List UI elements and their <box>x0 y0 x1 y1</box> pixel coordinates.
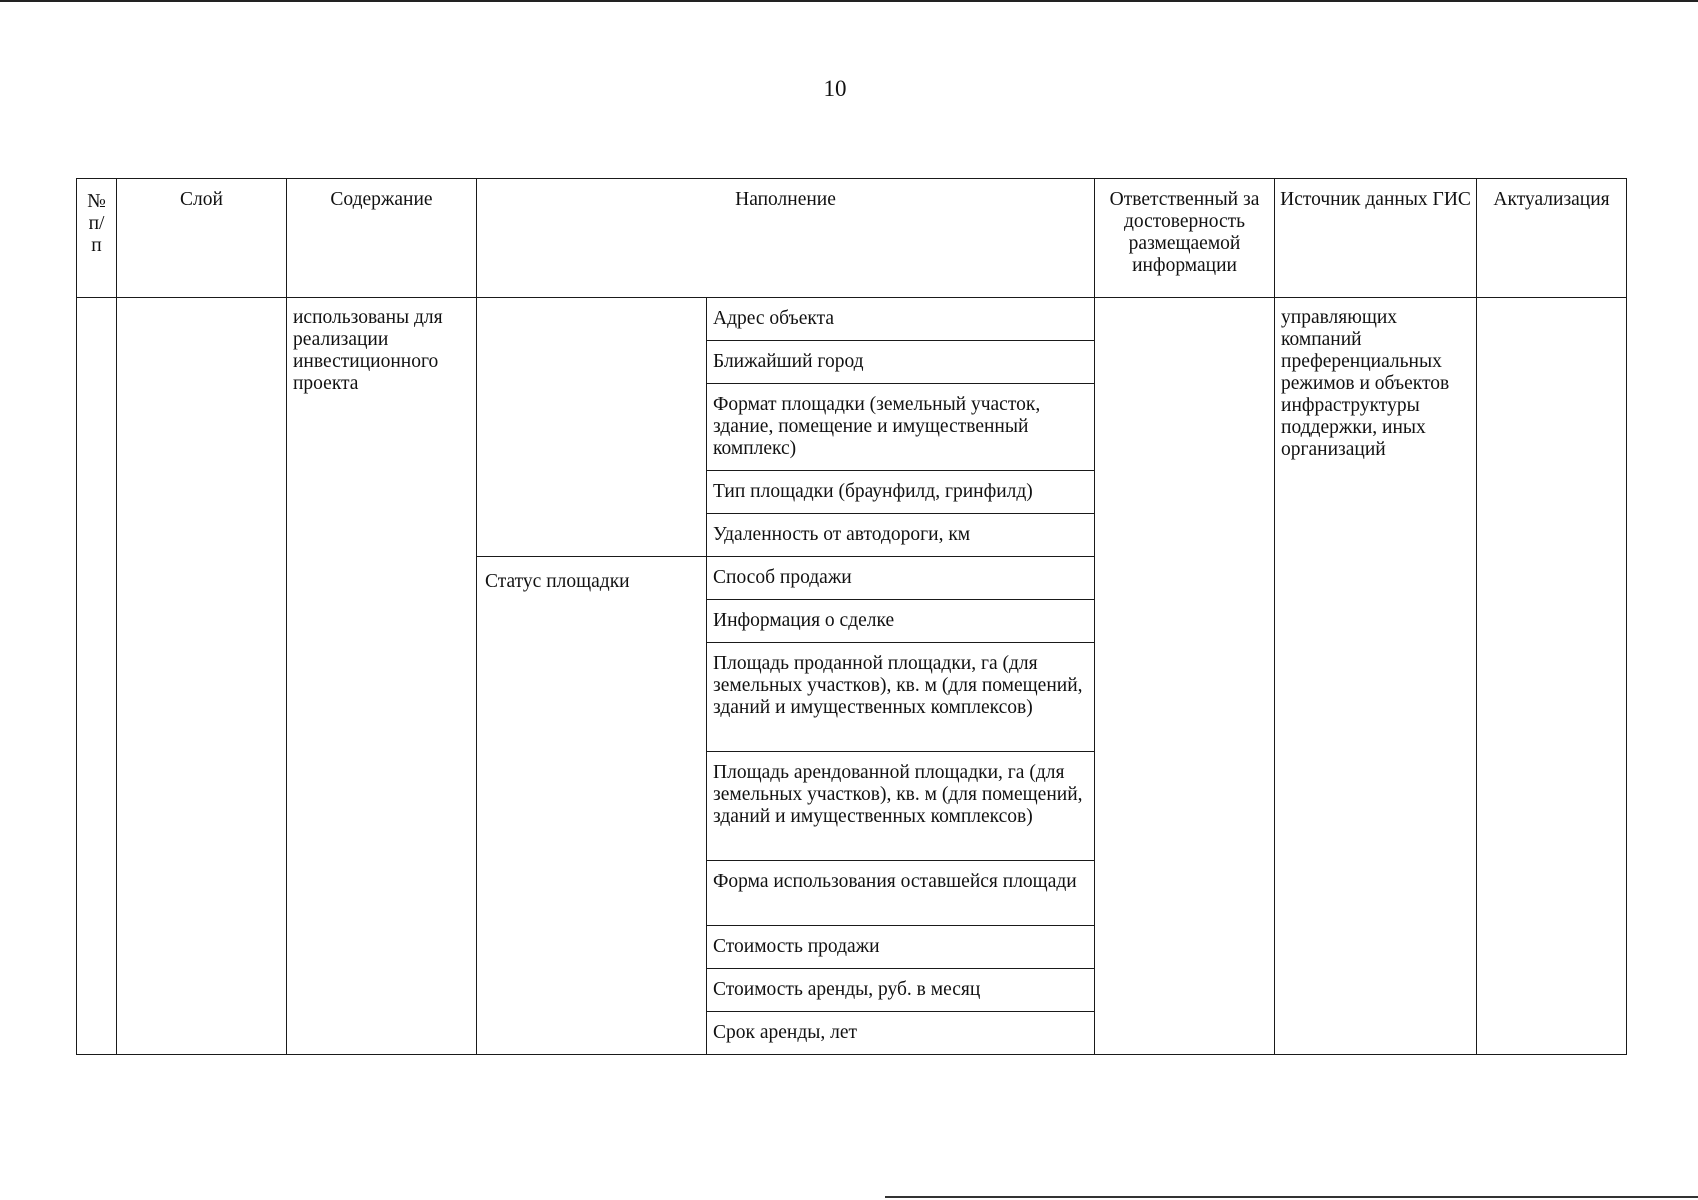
header-source: Источник данных ГИС <box>1275 179 1477 298</box>
filling-item: Форма использования оставшейся площади <box>707 861 1095 926</box>
header-layer: Слой <box>117 179 287 298</box>
table-header-row <box>77 179 1627 298</box>
header-filling: Наполнение <box>477 179 1095 298</box>
filling-item: Адрес объекта <box>707 298 1095 341</box>
group-label-cell <box>477 298 707 557</box>
filling-item: Площадь проданной площадки, га (для земельных участков), кв. м (для помещений, зданий и имущественных комплексов) <box>707 643 1095 752</box>
top-border-line <box>0 0 1698 2</box>
filling-item: Удаленность от автодороги, км <box>707 514 1095 557</box>
header-update: Актуализация <box>1477 179 1627 298</box>
update-cell <box>1477 298 1627 1055</box>
filling-item: Информация о сделке <box>707 600 1095 643</box>
header-content: Содержание <box>287 179 477 298</box>
num-cell <box>77 298 117 1055</box>
source-cell: управляющих компаний преференциальных режимов и объектов инфраструктуры поддержки, иных организаций <box>1275 298 1477 1055</box>
filling-item: Формат площадки (земельный участок, здание, помещение и имущественный комплекс) <box>707 384 1095 471</box>
bottom-border-line <box>885 1196 1698 1198</box>
filling-item: Стоимость аренды, руб. в месяц <box>707 969 1095 1012</box>
content-cell: использованы для реализации инвестиционного проекта <box>287 298 477 1055</box>
header-responsible: Ответственный за достоверность размещаемой информации <box>1095 179 1275 298</box>
filling-item: Срок аренды, лет <box>707 1012 1095 1055</box>
table-row <box>77 298 1627 341</box>
filling-item: Площадь арендованной площадки, га (для земельных участков), кв. м (для помещений, зданий и имущественных комплексов) <box>707 752 1095 861</box>
layer-cell <box>117 298 287 1055</box>
filling-item: Тип площадки (браунфилд, гринфилд) <box>707 471 1095 514</box>
filling-item: Способ продажи <box>707 557 1095 600</box>
page-number: 10 <box>823 76 847 101</box>
filling-item: Стоимость продажи <box>707 926 1095 969</box>
header-num: № п/ п <box>77 179 117 298</box>
group-label-cell: Статус площадки <box>477 557 707 1055</box>
responsible-cell <box>1095 298 1275 1055</box>
filling-item: Ближайший город <box>707 341 1095 384</box>
gis-layers-table <box>76 178 1627 1055</box>
